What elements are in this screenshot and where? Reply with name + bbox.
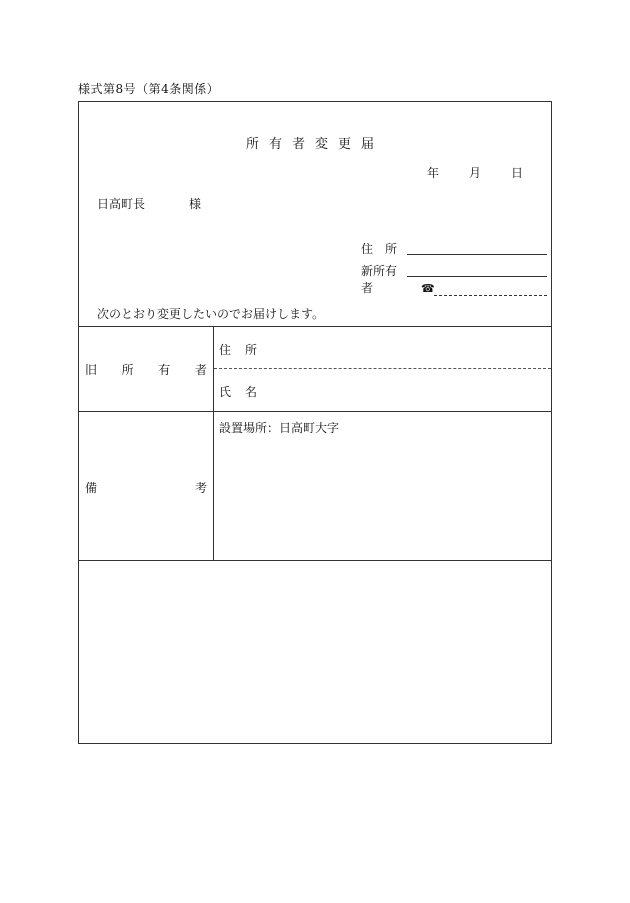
old-address-char: 所	[245, 343, 258, 357]
new-owner-address-row	[361, 240, 407, 257]
old-owner-label-char: 有	[158, 363, 171, 377]
header-section	[79, 102, 551, 327]
date-month: 月	[468, 166, 481, 180]
old-owner-address-field[interactable]	[219, 341, 257, 358]
address-field[interactable]	[407, 254, 547, 255]
old-address-char: 住	[219, 343, 232, 357]
addressee: 日高町長	[97, 197, 146, 211]
remarks-divider	[213, 411, 214, 560]
date-line	[427, 164, 523, 181]
addressee-suffix: 様	[189, 197, 202, 211]
address-label: 住 所	[361, 242, 398, 256]
new-owner-field[interactable]	[407, 276, 547, 277]
phone-icon: ☎	[421, 282, 435, 295]
notice-text: 次のとおり変更したいのでお届けします。	[97, 307, 325, 321]
old-name-char: 氏	[219, 385, 232, 399]
form-number: 様式第8号（第4条関係）	[78, 82, 220, 96]
old-owner-label-char: 者	[194, 363, 207, 377]
old-owner-name-field[interactable]	[219, 383, 257, 400]
remarks-label	[85, 479, 207, 496]
form-frame	[78, 101, 552, 744]
phone-field[interactable]	[434, 295, 547, 296]
old-owner-label-char: 旧	[85, 363, 98, 377]
date-year: 年	[426, 166, 439, 180]
remarks-label-char: 備	[85, 481, 98, 495]
new-owner-label: 新所有者	[361, 264, 398, 295]
old-owner-label-char: 所	[121, 363, 134, 377]
form-title: 所有者変更届	[245, 137, 384, 152]
blank-section	[79, 560, 551, 743]
remarks-content[interactable]: 設置場所：日高町大字	[219, 421, 340, 435]
old-owner-label	[85, 361, 207, 378]
remarks-label-char: 考	[194, 481, 207, 495]
remarks-section	[79, 411, 551, 561]
old-owner-dashed-divider	[214, 368, 551, 369]
old-name-char: 名	[245, 385, 258, 399]
old-owner-section	[79, 326, 551, 412]
new-owner-row	[361, 262, 407, 296]
date-day: 日	[510, 166, 523, 180]
